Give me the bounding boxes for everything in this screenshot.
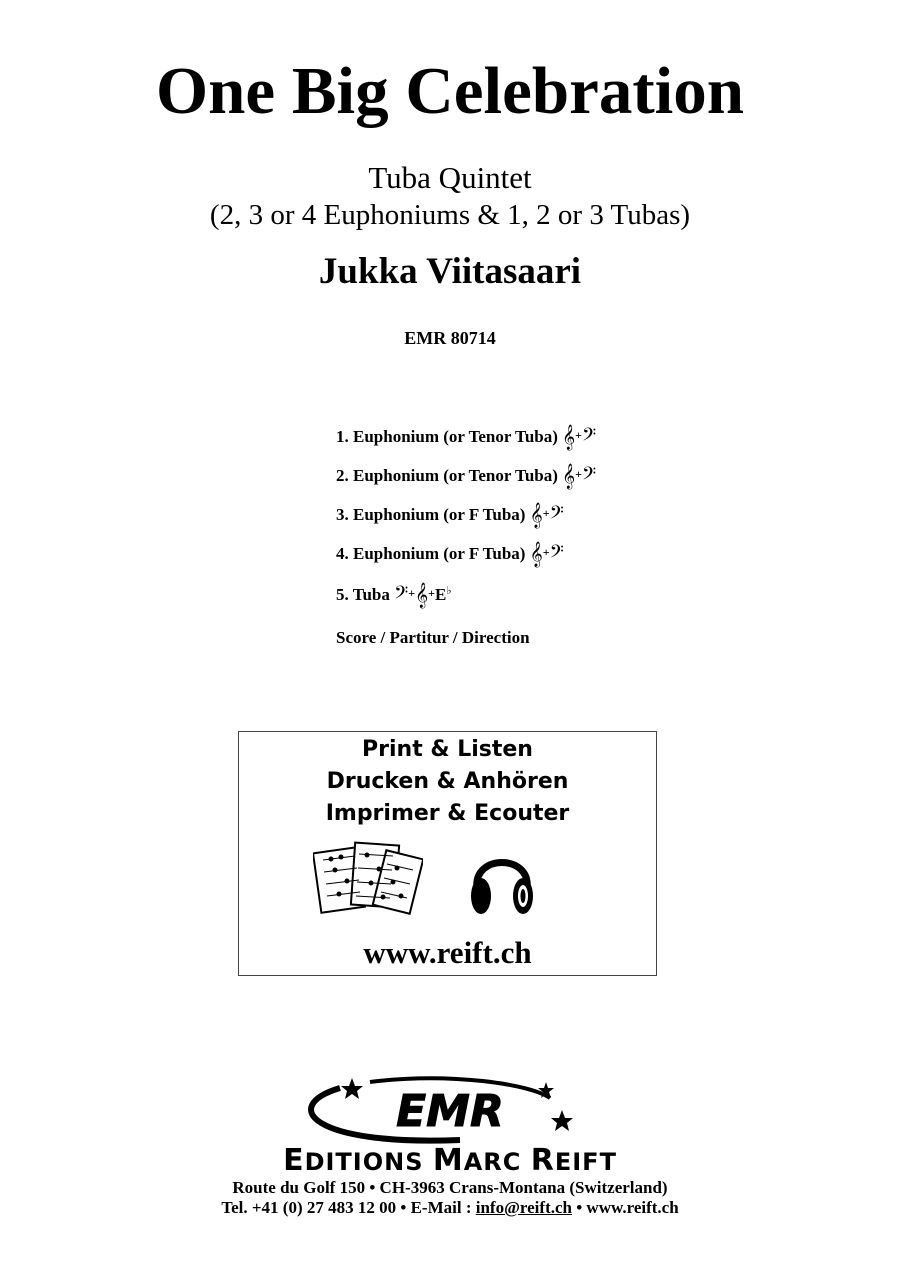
plus-sign: +	[575, 467, 583, 481]
treble-clef-icon: 𝄞	[529, 503, 543, 528]
sheet-music-icon	[313, 840, 423, 915]
publisher-contact	[0, 1198, 900, 1218]
part-label: 4. Euphonium (or F Tuba)	[336, 544, 526, 563]
contact-prefix: Tel. +41 (0) 27 483 12 00 • E-Mail :	[221, 1198, 476, 1217]
promo-box	[238, 731, 657, 976]
logo-text: EMR	[396, 1086, 504, 1137]
bass-clef-icon: 𝄢	[394, 583, 409, 608]
part-item	[336, 424, 596, 463]
part-item	[336, 463, 596, 502]
part-item	[336, 541, 596, 580]
publisher-name-initial: R	[530, 1143, 555, 1178]
promo-line-french: Imprimer & Ecouter	[325, 801, 570, 826]
email-link[interactable]: info@reift.ch	[475, 1198, 572, 1217]
score-label: Score / Partitur / Direction	[336, 628, 530, 647]
bass-clef-icon: 𝄢	[549, 503, 564, 528]
part-label: 1. Euphonium (or Tenor Tuba)	[336, 427, 558, 446]
bass-clef-icon: 𝄢	[549, 542, 564, 567]
promo-url[interactable]: www.reift.ch	[363, 935, 532, 970]
publisher-name	[0, 1143, 900, 1178]
subtitle: Tuba Quintet	[368, 160, 532, 195]
treble-clef-icon: 𝄞	[562, 464, 576, 489]
publisher-address: Route du Golf 150 • CH-3963 Crans-Montana (Switzerland)	[232, 1178, 668, 1197]
publisher-name-part: DITIONS	[304, 1148, 433, 1176]
promo-line-german: Drucken & Anhören	[326, 769, 569, 794]
publisher-name-initial: E	[283, 1143, 305, 1178]
eflat-label: E	[435, 585, 447, 604]
contact-suffix: • www.reift.ch	[571, 1198, 679, 1217]
promo-line-english: Print & Listen	[362, 737, 533, 762]
composer-name: Jukka Viitasaari	[318, 251, 582, 292]
bass-clef-icon: 𝄢	[582, 464, 597, 489]
page-title: One Big Celebration	[155, 54, 745, 128]
part-label: 2. Euphonium (or Tenor Tuba)	[336, 466, 558, 485]
part-item	[336, 502, 596, 541]
part-item	[336, 580, 596, 619]
publisher-name-part: ARC	[463, 1148, 531, 1176]
treble-clef-icon: 𝄞	[562, 425, 576, 450]
publisher-name-part: EIFT	[554, 1148, 617, 1176]
plus-sign: +	[575, 428, 583, 442]
part-label: 3. Euphonium (or F Tuba)	[336, 505, 526, 524]
headphones-icon	[467, 840, 537, 920]
treble-clef-icon: 𝄞	[415, 583, 429, 608]
treble-clef-icon: 𝄞	[529, 542, 543, 567]
plus-sign: +	[542, 506, 550, 520]
flat-icon: ♭	[446, 585, 452, 597]
parts-list	[336, 424, 596, 619]
instrumentation: (2, 3 or 4 Euphoniums & 1, 2 or 3 Tubas)	[209, 199, 691, 231]
plus-sign: +	[428, 586, 435, 600]
part-label: 5. Tuba	[336, 585, 390, 604]
plus-sign: +	[408, 586, 416, 600]
plus-sign: +	[542, 545, 550, 559]
publisher-name-initial: M	[432, 1143, 464, 1178]
bass-clef-icon: 𝄢	[582, 425, 597, 450]
catalog-number: EMR 80714	[404, 328, 496, 348]
emr-logo-icon	[300, 1076, 580, 1144]
